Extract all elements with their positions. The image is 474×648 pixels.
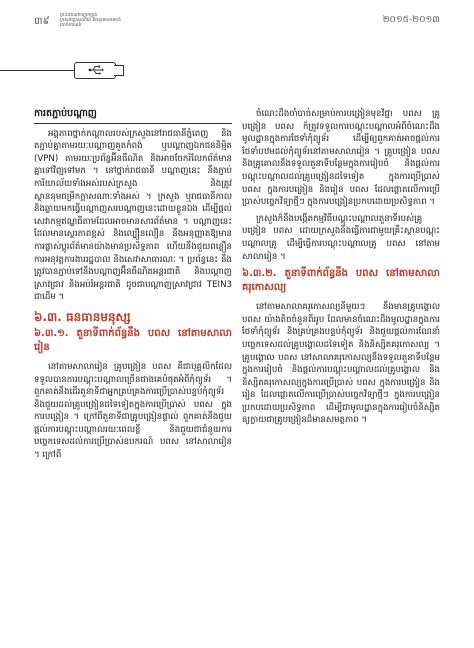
teacher-training-paragraph: នៅតាមសាលាគរុកោសល្យនីមួយៗ នឹងមានគ្រូបង្គោល បពស យ៉ាងតិចចំនួនពីររូប ដែលមានចំណេះដឹងមូលដ្ឋានក្នុងការថែទាំកុំព្យូទ័រ និងគ្រប់គ្រងបន្ទប់កុំព្យូទ័រ និងជួយផ្ដល់ការណែនាំបច្ចេកទេសដល់គ្រូបង្គោលដទៃទៀត និងនិស្សិតគរុកោសល្យ ។ គ្រូបង្គោល បពស នៅសាលាគរុកោសល្យនឹងទទួលតួនាទីបន្ថែមក្នុងការរៀបចំ និងផ្ដល់ការបណ្ដុះបណ្ដាលដល់គ្រូបង្គោល និងនិស្សិតគរុកោសល្យក្នុងការប្រើប្រាស់ បពស ក្នុងការបង្រៀន និងរៀន ដែលផ្ដោតលើការប្រើប្រាស់បច្ចេកវិទ្យាថ្មីៗ ក្នុងការបង្រៀនប្រកបដោយប្រសិទ្ធភាព ដើម្បីជាមូលដ្ឋានក្នុងការរៀបចំនិស្សិតឲ្យក្លាយជាគ្រូបង្រៀនដ៏មានសមត្ថភាព ។ [242, 302, 440, 426]
usb-cable [0, 70, 76, 71]
usb-plug-tip [114, 65, 124, 76]
heading-school-roles: ៦.៣.១. តួនាទីពាក់ព័ន្ធនឹង បពស នៅតាមសាលារៀន [34, 327, 232, 353]
teacher-knowledge-paragraph: ចំណេះដឹងចាំបាច់សម្រាប់ការបង្រៀនមុខវិជ្ជា បពស គ្រូបង្រៀន បពស ក៏ត្រូវទទួលការបណ្ដុះបណ្ដាលអំពីចំណេះដឹងមូលដ្ឋានក្នុងការថែទាំកុំព្យូទ័រ ដើម្បីឲ្យពួកគាត់អាចផ្ដល់ការថែទាំបឋមដល់កុំព្យូទ័រនៅតាមសាលារៀន ។ គ្រូបង្រៀន បពស និងគ្រូគោលនឹងទទួលតួនាទីបន្ថែមក្នុងការរៀបចំ និងផ្ដល់ការបណ្ដុះបណ្ដាលដល់គ្រូបង្រៀនដទៃទៀត ក្នុងការប្រើប្រាស់ បពស ក្នុងការបង្រៀន និងរៀន បពស ដែលផ្ដោតលើការប្រើប្រាស់បច្ចេកវិទ្យាថ្មីៗ ក្នុងការបង្រៀនប្រកបដោយប្រសិទ្ធភាព ។ [242, 109, 440, 208]
page-number: ៣៩ [34, 16, 50, 27]
training-program-paragraph: ក្រសួងក៏នឹងបង្កើតកម្មវិធីបណ្ដុះបណ្ដាលតួនាទីរបស់គ្រូបង្រៀន បពស ដោយក្រសួងនឹងធ្វើការជាមួយគ្រឹះស្ថានបណ្ដុះបណ្ដាលគ្រូ ដើម្បីធ្វើការបណ្ដុះបណ្ដាលគ្រូ បពស នៅតាមសាលារៀន ។ [242, 213, 440, 262]
org-line-3: របាយការណ៍ [60, 23, 82, 29]
page-header [0, 0, 474, 40]
heading-teacher-training-roles: ៦.៣.២. តួនាទីពាក់ព័ន្ធនឹង បពស នៅតាមសាលាគរុកោសល្យ [242, 268, 440, 294]
heading-human-resources: ៦.៣. ធនធានមនុស្ស [34, 309, 131, 324]
org-line-1: ព្រះរាជាណាចក្រកម្ពុជា [60, 13, 98, 18]
year-range: ២០១៥-២០១៣ [382, 15, 440, 25]
org-line-2: ក្រសួងប្រៃសណីយ៍ និងទូរគមនាគមន៍ [60, 18, 122, 24]
section-title-network: ការតភ្ជាប់បណ្តាញ [34, 108, 232, 124]
network-paragraph: អង្គភាពថ្នាក់កណ្ដាលរបស់ក្រសួងនៅរាជធានីភ្នំពេញ និងតភ្ជាប់គ្នាតាមរយៈបណ្ដាញគួតកំពង់ ឬបណ្ដាញឯកជននិម្មិត (VPN) តាមរយៈប្រព័ន្ធអ៊ីនធឺណិត និងអាចចែករំលែកព័ត៌មានគ្នាទៅវិញទៅមក ។ នៅថ្នាក់រាជធានី បណ្ដាញនេះ នឹងភ្ជាប់ការិយាល័យទាំងអស់របស់ក្រសួង និងត្រូវស្ថាននុមជម្រឹកក្ដាសណាៈទាំងអស់ ។ ក្រសួង ឬរាជធានីកាល និងឆ្លាយមកធ្វើបណ្ដាញសរបណ្ដាញនេះដោយខ្លួនឯង ដើម្បីផ្ដល់សេវាកម្មឥណ្ឌធីតាមដែលអាចមានសារព័ត៌មាន ។ បណ្ដាញនេះ ដែលមានស្ថេរភាពខ្ពស់ និងល្បឿនលឿន នឹងអនុញ្ញាតឱ្យមានការផ្លាស់ប្ដូរព័ត៌មានយ៉ាងមានប្រសិទ្ធភាព ហើយនឹងជួយពន្លឿនការអនុវត្តការងាររដ្ឋបាល និងសេវាសាធារណៈ ។ ប្រព័ន្ធនេះ នឹងត្រូវបានភ្ជាប់ទៅនឹងបណ្ដាញអ៊ីនធឺណិតអន្តរជាតិ និងបណ្ដាញស្រាវជ្រាវ និងអប់រំអន្តរជាតិ ដូចជាបណ្ដាញស្រាវជ្រាវ TEIN3 ជាដើម ។ [34, 128, 232, 303]
usb-symbol-icon [88, 64, 104, 76]
organization-block [60, 13, 121, 29]
left-column [34, 108, 232, 466]
usb-connector-icon [0, 52, 474, 92]
school-roles-paragraph: នៅតាមសាលារៀន គ្រូបង្រៀន បពស គឺជាបុគ្គលិកដែលទទួលបានការបណ្ដុះបណ្ដាលច្រើនជាងគេបំផុតអំពីកុំព្យូទ័រ ។ ពួកគាត់នឹងដើរតួនាទីជាអ្នកគ្រប់គ្រងការប្រើប្រាស់បន្ទប់កុំព្យូទ័រ និងជួយដល់គ្រូបង្រៀនដទៃទៀតក្នុងការប្រើប្រាស់ បពស ក្នុងការបង្រៀន ។ ក្រៅពីតួនាទីជាគ្រូបង្រៀនផ្ទាល់ ពួកគាត់នឹងជួយផ្ដល់ការបណ្ដុះបណ្ដាលរយៈពេលខ្លី និងជួយជាជំនួយការបច្ចេកទេសដល់ការប្រើប្រាស់ឧបករណ៍ បពស នៅសាលារៀន ។ ក្រៅពី [34, 361, 232, 461]
right-column [242, 108, 440, 431]
